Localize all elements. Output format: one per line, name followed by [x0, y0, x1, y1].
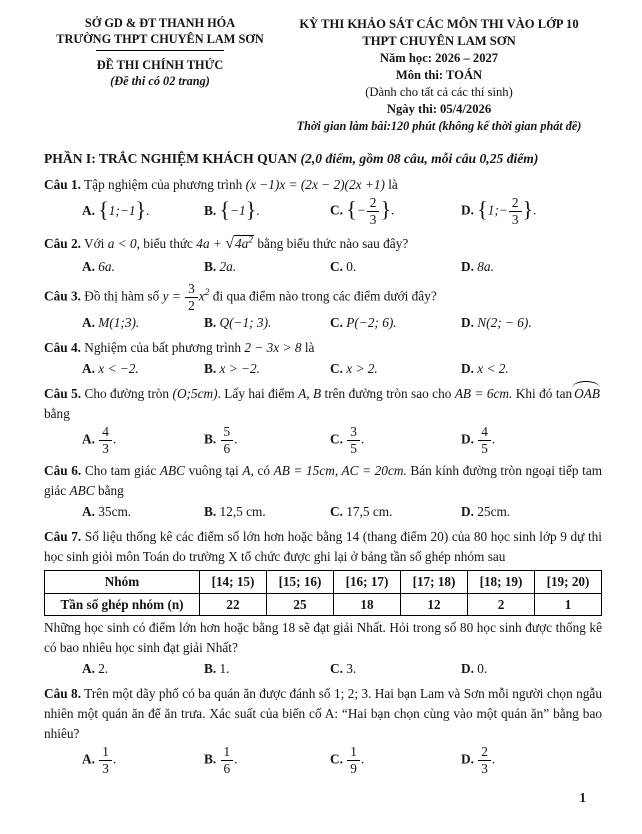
option-c: C. x > 2.	[330, 361, 378, 377]
table-value-cell: 12	[401, 593, 468, 616]
subject: Môn thi: TOÁN	[395, 68, 483, 82]
coefficient-fraction: $\frac{3}{2}$	[184, 282, 199, 313]
table-header-cell: [16; 17)	[334, 570, 401, 593]
part1-title: PHẦN I: TRẮC NGHIỆM KHÁCH QUAN	[44, 151, 298, 167]
table-header-cell: [17; 18)	[401, 570, 468, 593]
question-8-text: Câu 8. Trên một dãy phố có ba quán ăn được đánh số 1; 2; 3. Hai bạn Lam và Sơn mỗi người chọn ngẫu nhiên một quán ăn để ăn trưa. Xác suất của biến cố A: “Hai bạn chọn cùng vào một quán ăn” bằng bao nhiêu?	[44, 686, 602, 742]
question-1-formula: (x −1)x = (2x − 2)(2x +1)	[245, 176, 385, 192]
question-2-text: Câu 2. Với a < 0, biểu thức $4a + √4a^2$ bằng biểu thức nào sau đây?	[44, 234, 409, 252]
question-4	[44, 338, 602, 379]
question-6-options	[82, 502, 602, 522]
question-7-text: Câu 7. Số liệu thống kê các điểm số lớn hơn hoặc bằng 14 (thang điểm 20) của 80 học sinh lớp 9 dự thi học sinh giỏi môn Toán do trường X tổ chức được ghi lại ở bảng tần số ghép nhóm sau	[44, 528, 602, 564]
table-header-row	[45, 570, 602, 593]
question-1-label: Câu 1.	[44, 176, 81, 192]
option-d: D. $\frac{2}{3}$ .	[461, 743, 496, 776]
option-d: D. $\frac{4}{5}$ .	[461, 424, 496, 457]
question-5-options	[82, 425, 602, 456]
question-5-label: Câu 5.	[44, 386, 82, 402]
exam-title: KỲ THI KHẢO SÁT CÁC MÔN THI VÀO LỚP 10	[299, 17, 579, 31]
table-value-cell: 25	[267, 593, 334, 616]
table-header-cell: Nhóm	[45, 570, 200, 593]
question-2-label: Câu 2.	[44, 235, 81, 251]
question-4-label: Câu 4.	[44, 340, 81, 356]
question-1-options	[82, 196, 602, 227]
question-6-text: Câu 6. Cho tam giác ABC vuông tại A, có AB = 15cm, AC = 20cm. Bán kính đường tròn ngoại tiếp tam giác ABC bằng	[44, 463, 603, 498]
option-b: B. 1.	[204, 661, 230, 677]
option-a: A. $\frac{1}{3}$ .	[82, 743, 117, 776]
time-limit: Thời gian làm bài:120 phút (không kể thời gian phát đề)	[296, 119, 582, 133]
part1-heading	[44, 149, 602, 169]
question-7-followup: Những học sinh có điểm lớn hơn hoặc bằng 18 sẽ đạt giải Nhất. Hỏi trong số 80 học sinh được thống kê có bao nhiêu học sinh đạt giải Nhất?	[44, 620, 602, 656]
option-d: D. {1;− $\frac{2}{3}$ }.	[461, 194, 537, 227]
option-d: D. N(2; − 6).	[461, 315, 532, 331]
sqrt-expression: $√4a^2$	[225, 234, 254, 252]
question-8-label: Câu 8.	[44, 686, 82, 702]
question-1-text: Câu 1. Tập nghiệm của phương trình (x −1)x = (2x − 2)(2x +1) là	[44, 176, 398, 192]
option-b: B. $\frac{5}{6}$ .	[204, 424, 238, 457]
option-c: C. 3.	[330, 661, 357, 677]
option-a: A. M(1;3).	[82, 315, 140, 331]
table-row-label: Tần số ghép nhóm (n)	[45, 593, 200, 616]
question-4-text: Câu 4. Nghiệm của bất phương trình 2 − 3x > 8 là	[44, 340, 315, 356]
option-a: A. {1;−1}.	[82, 197, 150, 223]
table-header-cell: [14; 15)	[200, 570, 267, 593]
option-c: C. 17,5 cm.	[330, 503, 393, 519]
question-7	[44, 527, 602, 679]
option-c: C. 0.	[330, 258, 357, 274]
table-value-cell: 22	[200, 593, 267, 616]
exam-school: THPT CHUYÊN LAM SƠN	[362, 34, 516, 48]
option-b: B. $\frac{1}{6}$ .	[204, 743, 238, 776]
question-2-options	[82, 257, 602, 277]
question-7-options	[82, 659, 602, 679]
exam-date: Ngày thi: 05/4/2026	[386, 102, 492, 116]
part1-note: (2,0 điểm, gồm 08 câu, mỗi câu 0,25 điểm)	[300, 151, 539, 167]
table-header-cell: [19; 20)	[535, 570, 602, 593]
option-d: D. 0.	[461, 661, 488, 677]
department-name: SỞ GD & ĐT THANH HÓA	[84, 16, 236, 30]
option-a: A. 6a.	[82, 258, 115, 274]
angle-arc-OAB: OAB	[572, 384, 602, 404]
option-b: B. {−1}.	[204, 197, 260, 223]
table-header-cell: [18; 19)	[468, 570, 535, 593]
question-8	[44, 684, 602, 776]
question-7-label: Câu 7.	[44, 528, 82, 544]
doc-type: ĐỀ THI CHÍNH THỨC	[96, 57, 224, 72]
option-c: C. P(−2; 6).	[330, 315, 397, 331]
option-b: B. Q(−1; 3).	[204, 315, 272, 331]
option-c: C. $\frac{3}{5}$ .	[330, 424, 365, 457]
exam-header	[44, 16, 602, 134]
question-4-options	[82, 359, 602, 379]
header-left-block	[44, 16, 276, 134]
header-right-block	[276, 16, 602, 134]
option-b: B. x > −2.	[204, 361, 260, 377]
option-a: A. x < −2.	[82, 361, 139, 377]
option-a: A. 2.	[82, 661, 109, 677]
header-underline	[96, 50, 224, 51]
question-3	[44, 282, 602, 334]
option-a: A. 35cm.	[82, 503, 132, 519]
option-d: D. x < 2.	[461, 361, 509, 377]
question-1	[44, 175, 602, 227]
question-5-text: Câu 5. Cho đường tròn (O;5cm). Lấy hai điểm A, B trên đường tròn sao cho AB = 6cm. Khi đó tan OAB bằng	[44, 386, 600, 422]
option-c: C. $\frac{1}{9}$ .	[330, 743, 365, 776]
question-8-options	[82, 745, 602, 776]
option-a: A. $\frac{4}{3}$ .	[82, 424, 117, 457]
school-name: TRƯỜNG THPT CHUYÊN LAM SƠN	[56, 31, 264, 46]
frequency-table	[44, 570, 602, 617]
table-value-cell: 18	[334, 593, 401, 616]
question-3-label: Câu 3.	[44, 288, 81, 304]
question-6-label: Câu 6.	[44, 463, 82, 479]
page-number: 1	[579, 790, 586, 806]
option-b: B. 12,5 cm.	[204, 503, 266, 519]
question-2	[44, 232, 602, 277]
school-year: Năm học: 2026 – 2027	[379, 51, 499, 65]
table-header-cell: [15; 16)	[267, 570, 334, 593]
question-5	[44, 384, 602, 456]
question-6	[44, 461, 602, 522]
table-value-cell: 2	[468, 593, 535, 616]
table-value-row	[45, 593, 602, 616]
table-value-cell: 1	[535, 593, 602, 616]
option-b: B. 2a.	[204, 258, 237, 274]
option-c: C. {− $\frac{2}{3}$ }.	[330, 194, 395, 227]
audience-note: (Dành cho tất cả các thí sinh)	[365, 85, 513, 99]
question-3-text: Câu 3. Đồ thị hàm số y = $\frac{3}{2}$ $x^2$ đi qua điểm nào trong các điểm dưới đây?	[44, 280, 437, 313]
option-d: D. 25cm.	[461, 503, 511, 519]
pages-note: (Đề thi có 02 trang)	[110, 73, 210, 88]
question-3-options	[82, 313, 602, 333]
option-d: D. 8a.	[461, 258, 494, 274]
